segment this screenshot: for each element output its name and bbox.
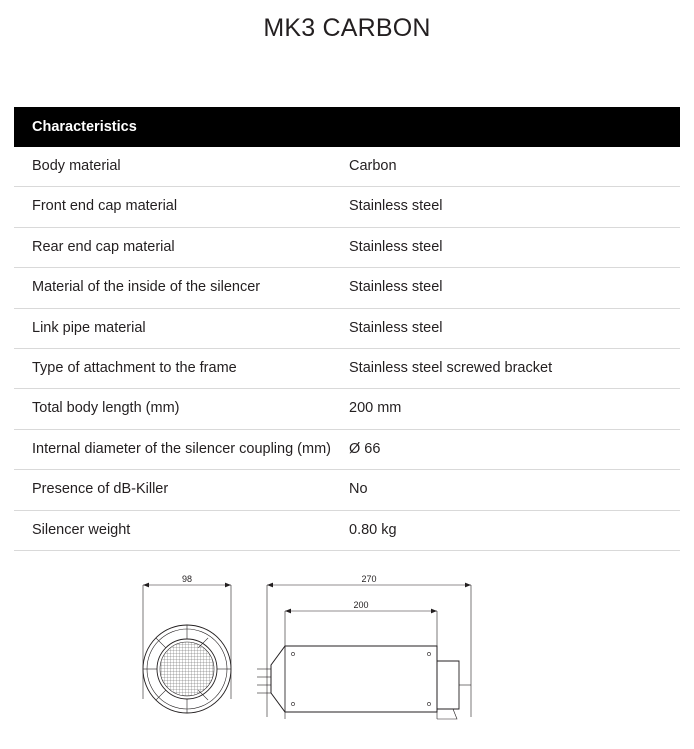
row-value: 200 mm bbox=[347, 389, 680, 429]
row-value: Ø 66 bbox=[347, 429, 680, 469]
row-label: Rear end cap material bbox=[14, 227, 347, 267]
row-label: Front end cap material bbox=[14, 187, 347, 227]
row-label: Body material bbox=[14, 147, 347, 187]
front-view-dimension-label: 98 bbox=[181, 573, 193, 584]
row-value: Carbon bbox=[347, 147, 680, 187]
row-label: Material of the inside of the silencer bbox=[14, 268, 347, 308]
row-label: Presence of dB-Killer bbox=[14, 470, 347, 510]
table-row bbox=[14, 429, 680, 469]
table-header-label: Characteristics bbox=[14, 107, 680, 147]
table-row bbox=[14, 389, 680, 429]
table-row bbox=[14, 308, 680, 348]
row-value: Stainless steel bbox=[347, 308, 680, 348]
row-value: No bbox=[347, 470, 680, 510]
table-row bbox=[14, 348, 680, 388]
front-view bbox=[143, 583, 231, 713]
row-value: Stainless steel bbox=[347, 187, 680, 227]
table-body bbox=[14, 107, 680, 550]
row-label: Internal diameter of the silencer coupling (mm) bbox=[14, 429, 347, 469]
page-title: MK3 CARBON bbox=[263, 14, 431, 42]
row-label: Link pipe material bbox=[14, 308, 347, 348]
characteristics-table bbox=[14, 107, 680, 551]
technical-drawing-area bbox=[0, 569, 694, 749]
table-row bbox=[14, 268, 680, 308]
table-row bbox=[14, 510, 680, 550]
row-value: Stainless steel screwed bracket bbox=[347, 348, 680, 388]
row-label: Type of attachment to the frame bbox=[14, 348, 347, 388]
side-view-inner-dimension-label: 200 bbox=[353, 599, 369, 610]
table-row bbox=[14, 147, 680, 187]
technical-drawing bbox=[137, 569, 557, 744]
table-header-row bbox=[14, 107, 680, 147]
row-label: Silencer weight bbox=[14, 510, 347, 550]
table-row bbox=[14, 187, 680, 227]
row-value: Stainless steel bbox=[347, 268, 680, 308]
row-label: Total body length (mm) bbox=[14, 389, 347, 429]
side-view-outer-dimension-label: 270 bbox=[361, 573, 377, 584]
table-row bbox=[14, 227, 680, 267]
row-value: 0.80 kg bbox=[347, 510, 680, 550]
row-value: Stainless steel bbox=[347, 227, 680, 267]
table-row bbox=[14, 470, 680, 510]
